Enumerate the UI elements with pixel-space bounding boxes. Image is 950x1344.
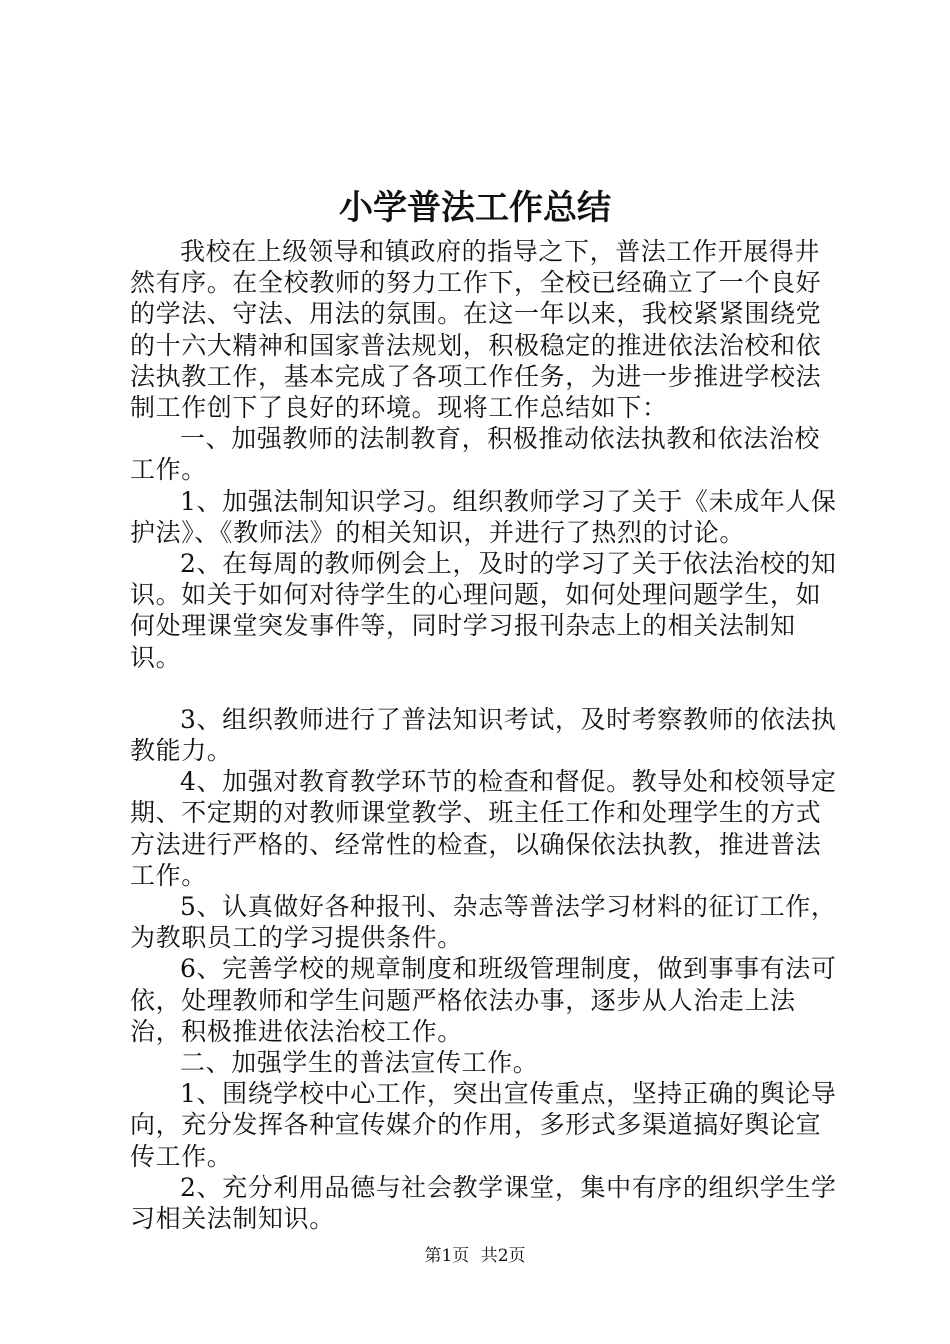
document-body — [130, 236, 842, 1234]
page-total: 共2页 — [480, 1246, 526, 1266]
list-item: 5、认真做好各种报刊、杂志等普法学习材料的征订工作，为教职员工的学习提供条件。 — [130, 892, 837, 953]
section-heading-1: 一、加强教师的法制教育，积极推动依法执教和依法治校工作。 — [130, 424, 821, 485]
section-heading-2: 二、加强学生的普法宣传工作。 — [180, 1048, 539, 1078]
list-item: 2、在每周的教师例会上，及时的学习了关于依法治校的知识。如关于如何对待学生的心理问题，如何处理问题学生，如何处理课堂突发事件等，同时学习报刊杂志上的相关法制知识。 — [130, 549, 837, 672]
list-item: 6、完善学校的规章制度和班级管理制度，做到事事有法可依，处理教师和学生问题严格依法办事，逐步从人治走上法治，积极推进依法治校工作。 — [130, 954, 837, 1046]
page-number: 第1页 — [424, 1246, 470, 1266]
list-item: 1、围绕学校中心工作，突出宣传重点，坚持正确的舆论导向，充分发挥各种宣传媒介的作用，多形式多渠道搞好舆论宣传工作。 — [130, 1079, 837, 1171]
page-footer — [0, 1244, 950, 1268]
list-item: 3、组织教师进行了普法知识考试，及时考察教师的依法执教能力。 — [130, 704, 837, 766]
intro-paragraph: 我校在上级领导和镇政府的指导之下，普法工作开展得井然有序。在全校教师的努力工作下，全校已经确立了一个良好的学法、守法、用法的氛围。在这一年以来，我校紧紧围绕党的十六大精神和国家普法规划，积极稳定的推进依法治校和依法执教工作，基本完成了各项工作任务，为进一步推进学校法制工作创下了良好的环境。现将工作总结如下： — [130, 237, 822, 423]
list-item: 2、充分利用品德与社会教学课堂，集中有序的组织学生学习相关法制知识。 — [130, 1172, 837, 1234]
document-title: 小学普法工作总结 — [339, 188, 611, 228]
list-item: 1、加强法制知识学习。组织教师学习了关于《未成年人保护法》、《教师法》的相关知识，并进行了热烈的讨论。 — [130, 486, 837, 547]
list-item: 4、加强对教育教学环节的检查和督促。教导处和校领导定期、不定期的对教师课堂教学、班主任工作和处理学生的方式方法进行严格的、经常性的检查，以确保依法执教，推进普法工作。 — [130, 767, 837, 890]
